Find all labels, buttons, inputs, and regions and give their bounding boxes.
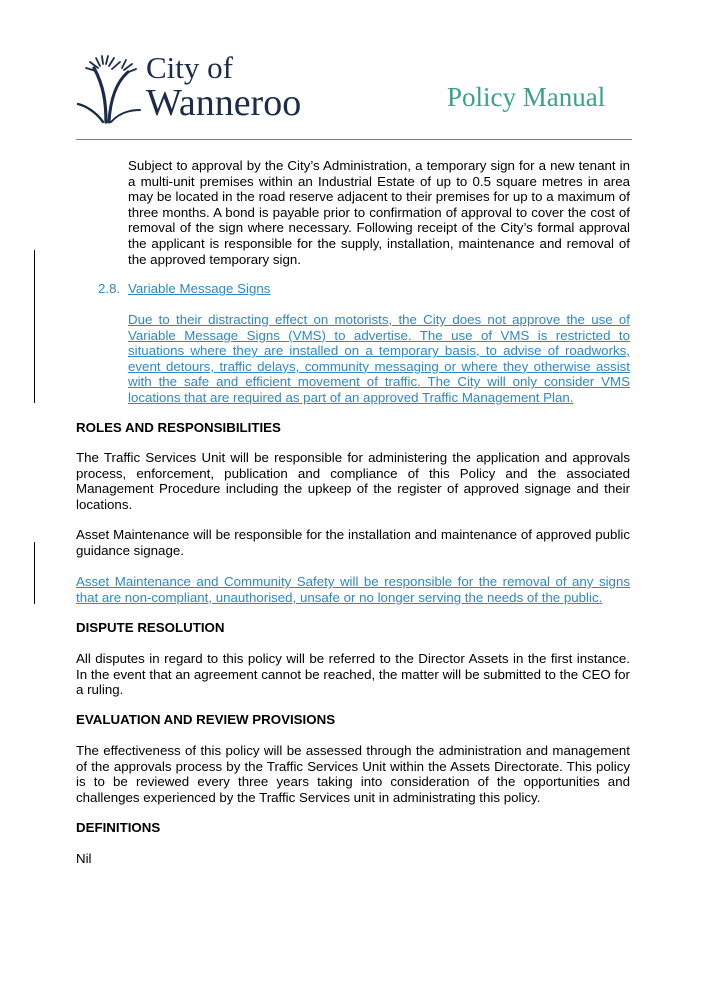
logo-wordmark-top: City of — [146, 50, 233, 85]
city-logo-mark-icon — [76, 54, 144, 124]
evaluation-heading: EVALUATION AND REVIEW PROVISIONS — [76, 712, 336, 727]
roles-paragraph-1: The Traffic Services Unit will be responsible for administering the application and approvals process, enforcement, publication and compliance of this Policy and the associated Management Procedure including the upkeep of the register of approved signage and their locations. — [76, 450, 630, 512]
temporary-sign-paragraph: Subject to approval by the City’s Administration, a temporary sign for a new tenant in a multi-unit premises within an Industrial Estate of up to 0.5 square metres in area may be located in the road reserve adjacent to their premises for up to a maximum of three months. A bond is payable prior to confirmation of approval to cover the cost of removal of the sign where necessary. Following receipt of the City’s formal approval the applicant is responsible for the supply, installation, maintenance and removal of the approved temporary sign. — [128, 158, 630, 267]
roles-heading: ROLES AND RESPONSIBILITIES — [76, 420, 281, 435]
page-header — [0, 0, 706, 145]
vms-paragraph: Due to their distracting effect on motorists, the City does not approve the use of Variable Message Signs (VMS) to advertise. The use of VMS is restricted to situations where they are installed on a temporary basis, to advise of roadworks, event detours, traffic delays, community messaging or where they otherwise assist with the safe and efficient movement of traffic. The City will only consider VMS locations that are required as part of an approved Traffic Management Plan. — [128, 312, 630, 405]
definitions-paragraph: Nil — [76, 851, 92, 866]
section-number: 2.8. — [98, 281, 121, 296]
roles-paragraph-3: Asset Maintenance and Community Safety will be responsible for the removal of any signs that are non-compliant, unauthorised, unsafe or no longer serving the needs of the public. — [76, 574, 630, 605]
section-title: Variable Message Signs — [128, 281, 271, 296]
roles-paragraph-2: Asset Maintenance will be responsible for the installation and maintenance of approved public guidance signage. — [76, 527, 630, 558]
dispute-paragraph: All disputes in regard to this policy will be referred to the Director Assets in the first instance. In the event that an agreement cannot be reached, the matter will be submitted to the CEO for a ruling. — [76, 651, 630, 698]
evaluation-paragraph: The effectiveness of this policy will be assessed through the administration and management of the approvals process by the Traffic Services Unit within the Assets Directorate. This policy is to be reviewed every three years taking into consideration of the opportunities and challenges experienced by the Traffic Services unit in administrating this policy. — [76, 743, 630, 805]
revision-change-bar — [34, 542, 35, 604]
definitions-heading: DEFINITIONS — [76, 820, 161, 835]
header-divider — [76, 139, 632, 140]
logo-wordmark-name: Wanneroo — [146, 82, 302, 124]
section-2-8-heading — [98, 281, 270, 297]
dispute-heading: DISPUTE RESOLUTION — [76, 620, 225, 635]
revision-change-bar — [34, 250, 35, 403]
document-type-title: Policy Manual — [447, 82, 606, 112]
